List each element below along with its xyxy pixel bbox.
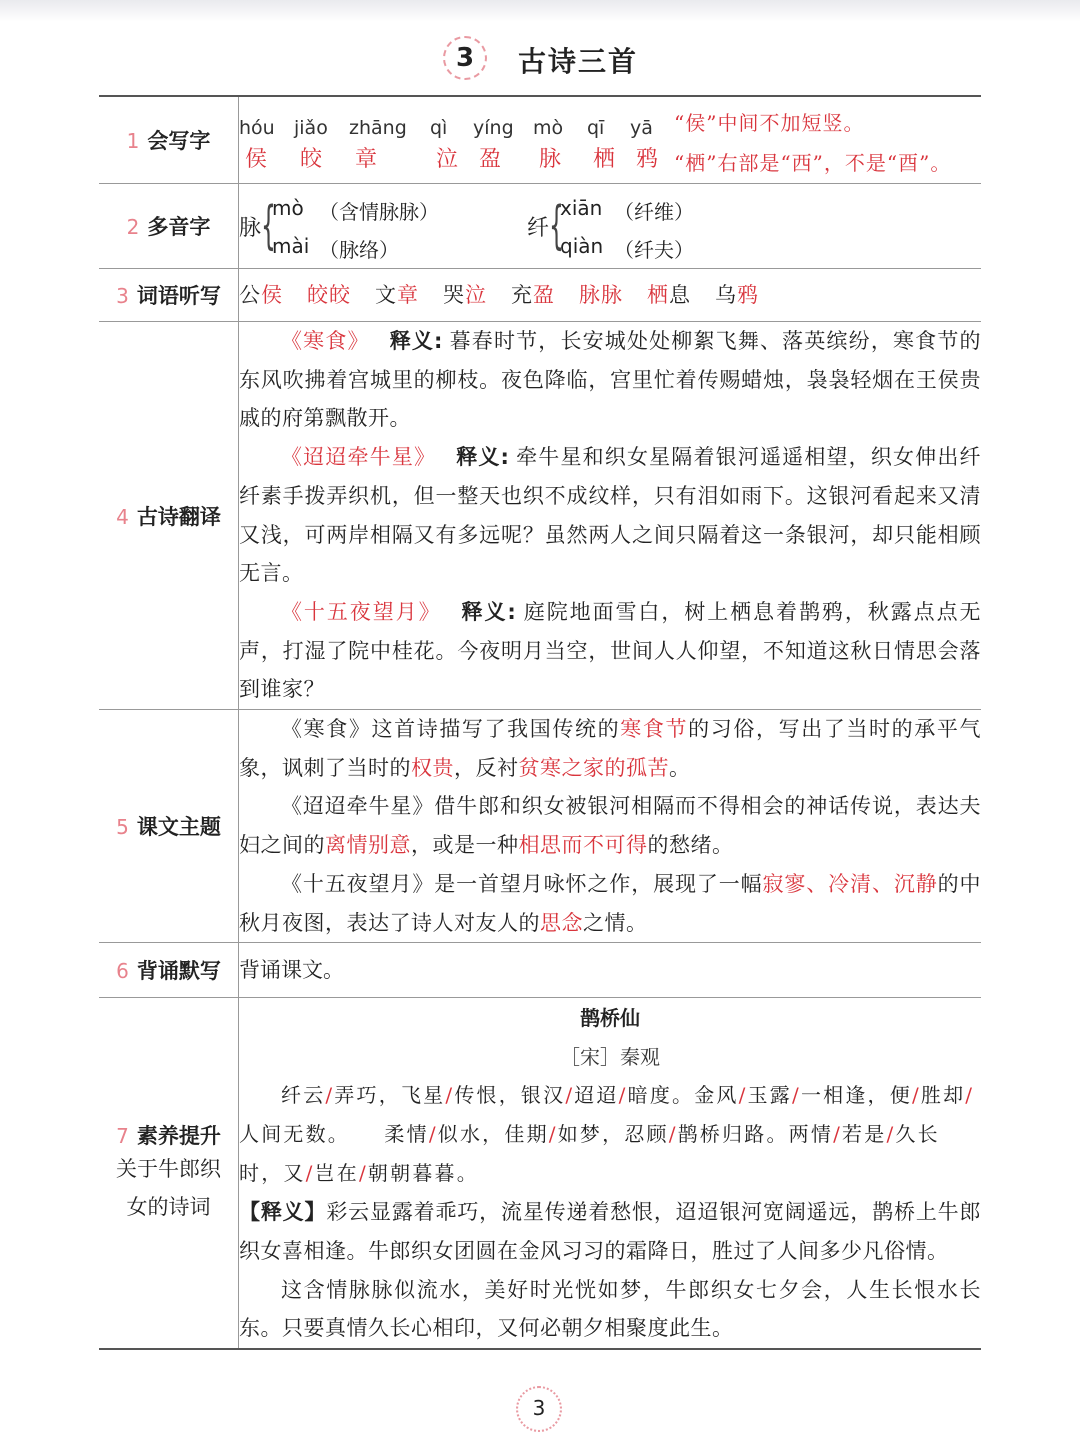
row-label: 4 古诗翻译: [99, 322, 239, 710]
poem-segment: 暗度。金风: [627, 1083, 739, 1108]
poem-segment: 柔情: [340, 1122, 429, 1147]
poem-segment: 人间无数。: [239, 1122, 340, 1147]
polyphone-example: （纤维）: [614, 200, 694, 224]
pinyin: mò: [533, 117, 564, 139]
polyphone-char: 脉: [239, 216, 262, 241]
poem-segment: 迢迢: [574, 1083, 619, 1108]
write-char: 栖: [593, 147, 616, 172]
poem-segment: 玉露: [747, 1083, 792, 1108]
pause-mark: /: [965, 1083, 975, 1108]
pause-mark: /: [565, 1083, 575, 1108]
pinyin: yíng: [473, 117, 514, 139]
write-char: 泣: [436, 147, 459, 172]
pause-mark: /: [428, 1122, 438, 1147]
pause-mark: /: [548, 1122, 558, 1147]
polyphone-reading: mò: [272, 196, 304, 220]
poem-segment: 久长时，又: [239, 1122, 940, 1186]
polyphone-char: 纤: [527, 216, 550, 241]
dictation-word: 脉脉: [579, 283, 623, 307]
lesson-table: [99, 95, 981, 1350]
pause-mark: /: [445, 1083, 455, 1108]
polyphone-example: （含情脉脉）: [319, 200, 439, 224]
theme-paragraph: 《十五夜望月》是一首望月咏怀之作，展现了一幅寂寥、冷清、沉静的中秋月夜图，表达了诗人对友人的思念之情。: [239, 871, 982, 935]
row-dictation: [99, 269, 981, 322]
row-translation: [99, 322, 981, 710]
row-recite: [99, 943, 981, 998]
row-content: [239, 998, 982, 1349]
poem-segment: 传恨，银汉: [454, 1083, 566, 1108]
row-label: 1 会写字: [99, 96, 239, 184]
poem-title: 鹊桥仙: [580, 1006, 640, 1031]
write-char: 侯: [245, 147, 268, 172]
pinyin: qī: [587, 117, 605, 139]
row-label: 2 多音字: [99, 184, 239, 269]
brace-icon: {: [549, 196, 564, 256]
dictation-word: 哭泣: [443, 283, 487, 307]
translation-paragraph: 《寒食》 释义: 暮春时节，长安城处处柳絮飞舞、落英缤纷，寒食节的东风吹拂着宫城里的柳枝。夜色降临，宫里忙着传赐蜡烛，袅袅轻烟在王侯贵戚的府第飘散开。: [239, 329, 982, 431]
row-content: [239, 96, 982, 184]
write-note: “栖”右部是“西”，不是“酉”。: [674, 151, 952, 175]
dictation-word: 皎皎: [307, 283, 351, 307]
lesson-title: 古诗三首: [518, 45, 639, 78]
row-label: 7 素养提升 关于牛郎织 女的诗词: [99, 998, 239, 1349]
dictation-word: 充盈: [511, 283, 555, 307]
row-label: 3 词语听写: [99, 269, 239, 322]
dictation-word: 栖息: [647, 283, 691, 307]
pinyin: zhāng: [349, 117, 407, 139]
pause-mark: /: [738, 1083, 748, 1108]
write-note: “侯”中间不加短竖。: [674, 111, 865, 135]
dictation-word: 文章: [375, 283, 419, 307]
polyphone-example: （纤夫）: [614, 238, 694, 262]
poem-segment: 若是: [842, 1122, 887, 1147]
row-content: [239, 710, 982, 943]
poem-segment: 鹊桥归路。两情: [677, 1122, 834, 1147]
row-label: 6 背诵默写: [99, 943, 239, 998]
poem-extra: 这含情脉脉似流水，美好时光恍如梦，牛郎织女七夕会，人生长恨水长东。只要真情久长心相印，又何必朝夕相聚度此生。: [239, 1277, 981, 1341]
translation-paragraph: 《迢迢牵牛星》 释义: 牵牛星和织女星隔着银河遥遥相望，织女伸出纤纤素手拨弄织机，但一整天也织不成纹样，只有泪如雨下。这银河看起来又清又浅，可两岸相隔又有多远呢？虽然两人之间只隔着这一条银河，却只能相顾无言。: [239, 445, 982, 586]
poem-segment: 弄巧，飞星: [334, 1083, 446, 1108]
dictation-word: 乌鸦: [715, 283, 759, 307]
write-char: 盈: [479, 147, 502, 172]
pause-mark: /: [668, 1122, 678, 1147]
row-content: [239, 184, 982, 269]
pause-mark: /: [358, 1161, 368, 1186]
pinyin: hóu: [239, 117, 275, 139]
row-label: 5 课文主题: [99, 710, 239, 943]
poem-shiyi: 【释义】彩云显露着乖巧，流星传递着愁恨，迢迢银河宽阔遥远，鹊桥上牛郎织女喜相逢。牛郎织女团圆在金风习习的霜降日，胜过了人间多少凡俗情。: [239, 1200, 982, 1263]
polyphone-example: （脉络）: [319, 238, 399, 262]
brace-icon: {: [261, 196, 276, 256]
polyphone-reading: qiàn: [560, 234, 604, 258]
write-char: 脉: [539, 147, 562, 172]
write-char: 鸦: [636, 147, 659, 172]
poem-segment: 纤云: [281, 1083, 326, 1108]
top-band: [0, 0, 1080, 22]
lesson-header: [0, 36, 1080, 86]
pause-mark: /: [886, 1122, 896, 1147]
row-write-chars: [99, 96, 981, 184]
pinyin: qì: [430, 117, 448, 139]
poem-segment: 岂在: [314, 1161, 359, 1186]
poem-segment: 胜却: [920, 1083, 966, 1108]
write-char: 章: [355, 147, 378, 172]
theme-paragraph: 《寒食》这首诗描写了我国传统的寒食节的习俗，写出了当时的承平气象，讽刺了当时的权贵，反衬贫寒之家的孤苦。: [239, 717, 982, 780]
pinyin: yā: [630, 117, 653, 139]
translation-paragraph: 《十五夜望月》 释义: 庭院地面雪白，树上栖息着鹊鸦，秋露点点无声，打湿了院中桂花。今夜明月当空，世间人人仰望，不知道这秋日情思会落到谁家？: [239, 599, 982, 702]
page-number: 3: [516, 1386, 562, 1432]
pause-mark: /: [325, 1083, 335, 1108]
pause-mark: /: [833, 1122, 843, 1147]
polyphone-reading: mài: [272, 234, 310, 258]
theme-paragraph: 《迢迢牵牛星》借牛郎和织女被银河相隔而不得相会的神话传说，表达夫妇之间的离情别意，或是一种相思而不可得的愁绪。: [239, 794, 981, 858]
pause-mark: /: [618, 1083, 628, 1108]
row-content: [239, 269, 982, 322]
row-theme: [99, 710, 981, 943]
poem-segment: 如梦，忍顾: [557, 1122, 669, 1147]
row-content: [239, 322, 982, 710]
poem-author: ［宋］秦观: [560, 1045, 660, 1070]
poem-body: [239, 1076, 981, 1193]
poem-segment: 一相逢，便: [800, 1083, 912, 1108]
poem-segment: 似水，佳期: [437, 1122, 549, 1147]
poem-segment: 朝朝暮暮。: [367, 1161, 479, 1186]
row-polyphones: [99, 184, 981, 269]
pinyin: jiǎo: [294, 117, 328, 139]
dictation-word: 公侯: [239, 283, 283, 307]
write-char: 皎: [300, 147, 323, 172]
pause-mark: /: [911, 1083, 921, 1108]
pause-mark: /: [791, 1083, 801, 1108]
lesson-number-badge: 3: [443, 36, 487, 80]
row-extension: [99, 998, 981, 1349]
recite-text: 背诵课文。: [239, 943, 982, 998]
polyphone-reading: xiān: [560, 196, 603, 220]
pause-mark: /: [305, 1161, 315, 1186]
